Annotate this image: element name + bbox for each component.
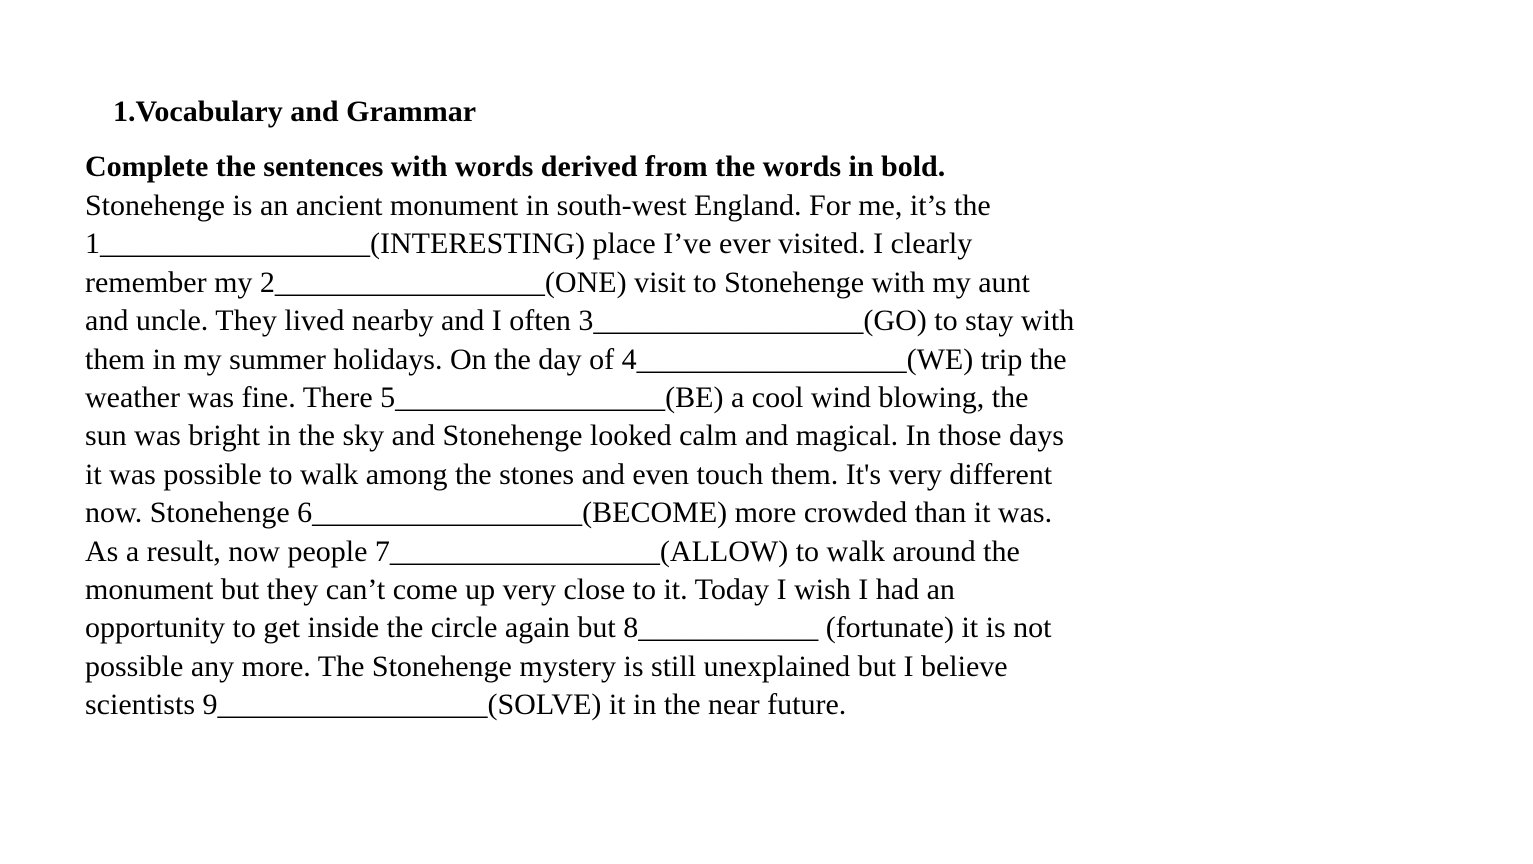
passage-line-6: weather was fine. There 5__________________(BE) a cool wind blowing, the: [85, 380, 1029, 414]
section-heading: 1.Vocabulary and Grammar: [113, 95, 477, 128]
passage-line-11: monument but they can’t come up very close to it. Today I wish I had an: [85, 572, 955, 606]
passage-line-13: possible any more. The Stonehenge mystery is still unexplained but I believe: [85, 649, 1008, 683]
passage-line-4: and uncle. They lived nearby and I often 3__________________(GO) to stay with: [85, 304, 1075, 338]
passage-line-5: them in my summer holidays. On the day of 4__________________(WE) trip the: [85, 342, 1067, 376]
passage-line-9: now. Stonehenge 6__________________(BECOME) more crowded than it was.: [85, 496, 1053, 530]
passage-line-3: remember my 2__________________(ONE) visit to Stonehenge with my aunt: [85, 265, 1030, 299]
passage-line-1: Stonehenge is an ancient monument in south-west England. For me, it’s the: [85, 189, 991, 222]
passage-line-10: As a result, now people 7__________________(ALLOW) to walk around the: [85, 534, 1020, 568]
passage-line-2: 1__________________(INTERESTING) place I’ve ever visited. I clearly: [85, 227, 973, 261]
passage-line-12: opportunity to get inside the circle again but 8____________ (fortunate) it is not: [85, 611, 1052, 645]
passage-line-7: sun was bright in the sky and Stonehenge looked calm and magical. In those days: [85, 419, 1064, 453]
exercise-instruction: Complete the sentences with words derived from the words in bold.: [85, 150, 946, 183]
exercise-passage: [85, 187, 1074, 724]
passage-line-8: it was possible to walk among the stones and even touch them. It's very different: [85, 457, 1053, 491]
passage-line-14: scientists 9__________________(SOLVE) it in the near future.: [85, 688, 847, 722]
